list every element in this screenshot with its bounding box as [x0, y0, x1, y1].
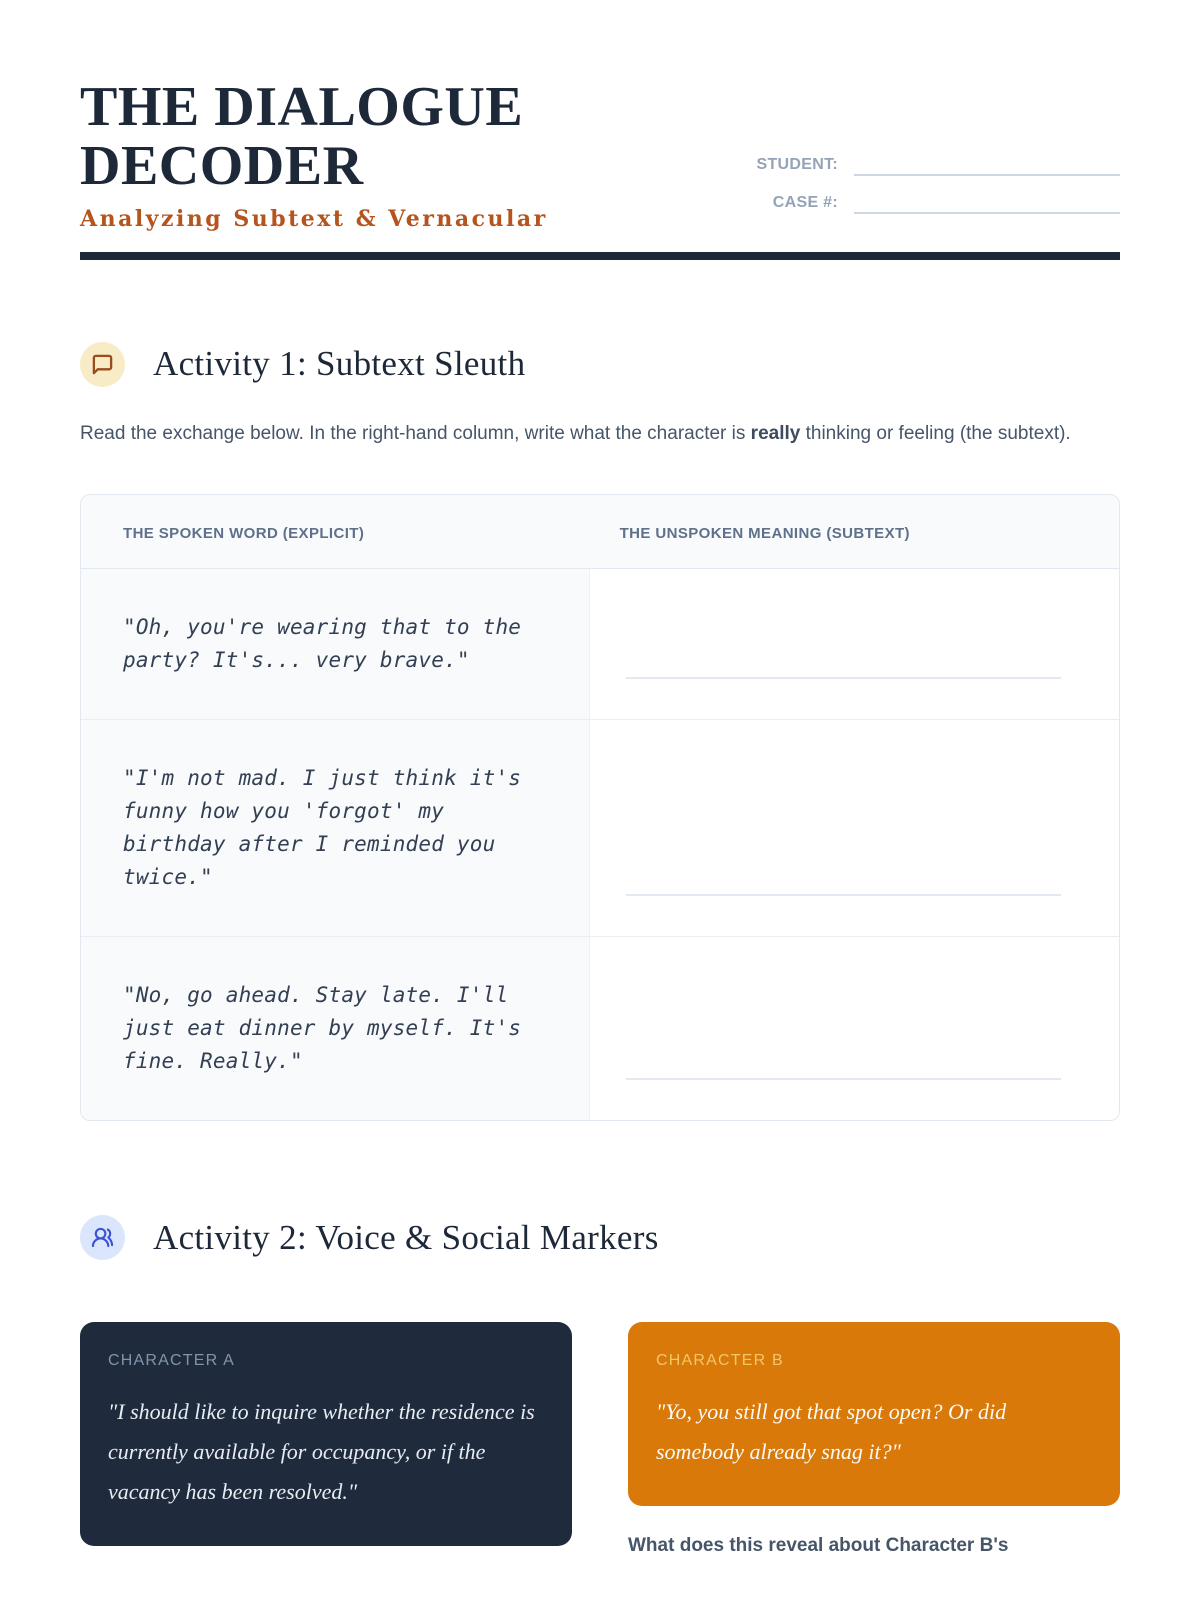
page-subtitle: Analyzing Subtext & Vernacular [80, 205, 548, 232]
character-cards [80, 1322, 1120, 1561]
activity1-instructions [80, 419, 1120, 448]
character-b-question: What does this reveal about Character B's [628, 1535, 1009, 1557]
spoken-quote-1: "Oh, you're wearing that to the party? It's... very brave." [81, 569, 590, 719]
character-b-quote: "Yo, you still got that spot open? Or did somebody already snag it?" [656, 1399, 1007, 1465]
table-header-row [81, 495, 1119, 569]
character-b-card [628, 1322, 1120, 1506]
title-block [80, 78, 728, 232]
activity1-title: Activity 1: Subtext Sleuth [153, 344, 526, 384]
subtext-answer-cell-3[interactable] [590, 937, 1119, 1120]
student-label: STUDENT: [756, 155, 838, 173]
header-divider [80, 252, 1120, 260]
speech-bubble-icon [80, 342, 125, 387]
answer-writing-line-3[interactable] [626, 1078, 1061, 1080]
activity2-heading [80, 1215, 1120, 1260]
activity2-title: Activity 2: Voice & Social Markers [153, 1217, 659, 1257]
page-title-line2: DECODER [80, 134, 364, 197]
instructions-emphasis: really [750, 422, 801, 444]
answer-writing-line-2[interactable] [626, 894, 1061, 896]
instructions-pre: Read the exchange below. In the right-hand column, write what the character is [80, 422, 751, 444]
page-title-line1: THE DIALOGUE [80, 76, 524, 138]
character-a-quote: "I should like to inquire whether the residence is currently available for occupancy, or if the vacancy has been resolved." [108, 1399, 535, 1505]
character-b-label: CHARACTER B [656, 1352, 784, 1370]
table-row [81, 569, 1119, 720]
case-label: CASE #: [772, 193, 838, 211]
spoken-quote-2: "I'm not mad. I just think it's funny how you 'forgot' my birthday after I reminded you twice." [81, 720, 590, 936]
answer-writing-line-1[interactable] [626, 677, 1061, 679]
column-header-subtext: THE UNSPOKEN MEANING (SUBTEXT) [619, 525, 910, 543]
character-a-label: CHARACTER A [108, 1352, 235, 1370]
character-b-column [628, 1322, 1120, 1561]
table-row [81, 720, 1119, 937]
table-row [81, 937, 1119, 1120]
users-icon [80, 1215, 125, 1260]
column-header-spoken: THE SPOKEN WORD (EXPLICIT) [123, 525, 365, 543]
case-input[interactable] [854, 190, 1120, 214]
subtext-answer-cell-2[interactable] [590, 720, 1119, 936]
subtext-answer-cell-1[interactable] [590, 569, 1119, 719]
case-field-row [728, 190, 1120, 214]
character-a-card [80, 1322, 572, 1546]
spoken-quote-3: "No, go ahead. Stay late. I'll just eat dinner by myself. It's fine. Really." [81, 937, 590, 1120]
instructions-post: thinking or feeling (the subtext). [800, 422, 1071, 444]
header [80, 78, 1120, 232]
activity1-heading [80, 342, 1120, 387]
page-title [80, 78, 728, 196]
header-fields [728, 152, 1120, 228]
student-field-row [728, 152, 1120, 176]
subtext-table [80, 494, 1120, 1121]
student-input[interactable] [854, 152, 1120, 176]
